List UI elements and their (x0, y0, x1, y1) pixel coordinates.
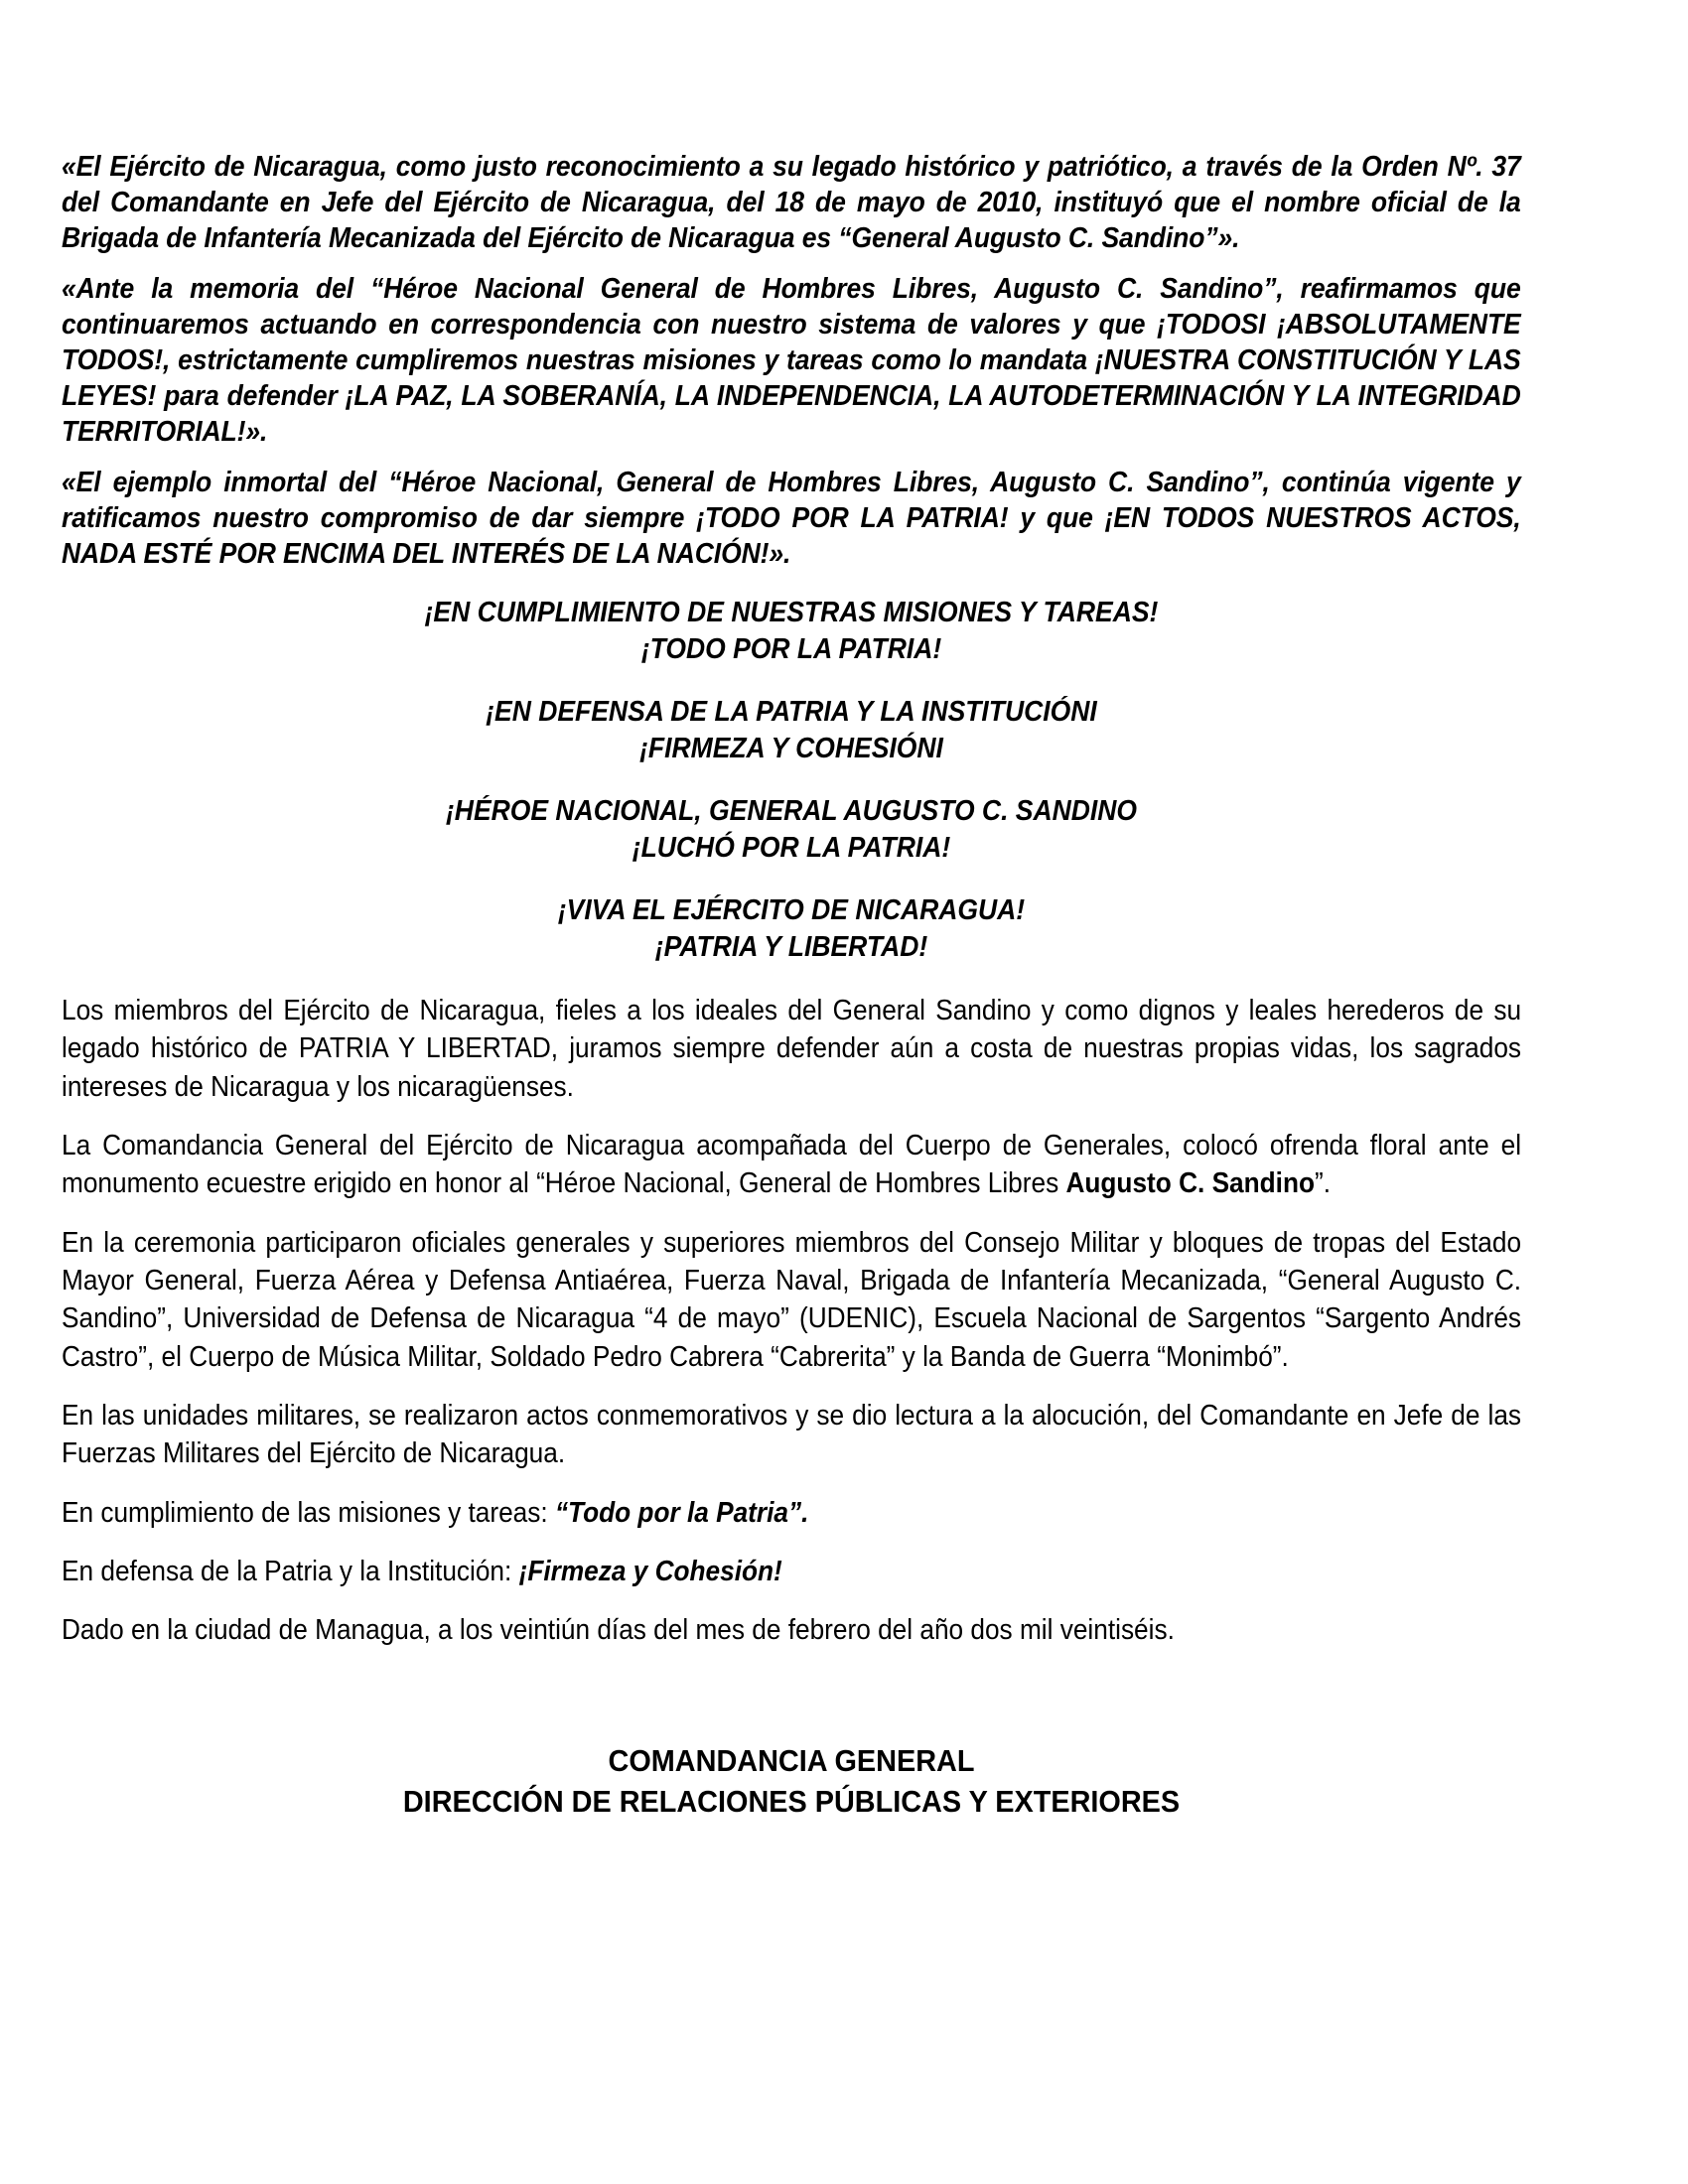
slogan-group-heroe (112, 793, 1470, 867)
slogan-group-cumplimiento (112, 595, 1470, 668)
slogan-line: ¡FIRMEZA Y COHESIÓNI (639, 732, 943, 764)
body-paragraph-defensa (62, 1553, 1521, 1590)
body-paragraph-juramento: Los miembros del Ejército de Nicaragua, fieles a los ideales del General Sandino y como dignos y leales herederos de su legado histórico de PATRIA Y LIBERTAD, juramos siempre defender aún a costa de nuestras propias vidas, los sagrados intereses de Nicaragua y los nicaragüenses. (62, 994, 1522, 1103)
slogan-line: ¡PATRIA Y LIBERTAD! (654, 930, 928, 963)
body-emphasis-firmeza-y-cohesion: ¡Firmeza y Cohesión! (518, 1555, 782, 1587)
slogan-line: ¡LUCHÓ POR LA PATRIA! (632, 831, 951, 864)
body-paragraph-ofrenda-floral (62, 1127, 1521, 1203)
slogan-group-defensa (112, 694, 1470, 767)
slogan-line: ¡EN DEFENSA DE LA PATRIA Y LA INSTITUCIÓNI (486, 695, 1097, 728)
body-paragraph-participantes: En la ceremonia participaron oficiales generales y superiores miembros del Consejo Militar y bloques de tropas del Estado Mayor General, Fuerza Aérea y Defensa Antiaérea, Fuerza Naval, Brigada de Infantería Mecanizada, “General Augusto C. Sandino”, Universidad de Defensa de Nicaragua “4 de mayo” (UDENIC), Escuela Nacional de Sargentos “Sargento Andrés Castro”, el Cuerpo de Música Militar, Soldado Pedro Cabrera “Cabrerita” y la Banda de Guerra “Monimbó”. (62, 1226, 1522, 1373)
declaration-paragraph-order-37: «El Ejército de Nicaragua, como justo reconocimiento a su legado histórico y patriótico, a través de la Orden Nº. 37 del Comandante en Jefe del Ejército de Nicaragua, del 18 de mayo de 2010, instituyó que el nombre oficial de la Brigada de Infantería Mecanizada del Ejército de Nicaragua es “General Augusto C. Sandino”». (62, 151, 1521, 255)
body-text-run: La Comandancia General del Ejército de Nicaragua acompañada del Cuerpo de Generales, colocó ofrenda floral ante el monumento ecuestre erigido en honor al “Héroe Nacional, General de Hombres Libres (62, 1129, 1522, 1200)
body-section (62, 992, 1521, 1650)
body-paragraph-cumplimiento (62, 1494, 1521, 1532)
declarations-section (62, 149, 1521, 573)
slogan-line: ¡VIVA EL EJÉRCITO DE NICARAGUA! (557, 893, 1026, 926)
body-text-run: En defensa de la Patria y la Institución: (62, 1555, 519, 1587)
slogan-group-viva (112, 892, 1470, 966)
slogans-section (62, 595, 1521, 966)
declaration-paragraph-ante-la-memoria: «Ante la memoria del “Héroe Nacional General de Hombres Libres, Augusto C. Sandino”, reafirmamos que continuaremos actuando en correspondencia con nuestro sistema de valores y que ¡TODOSI ¡ABSOLUTAMENTE TODOS!, estrictamente cumpliremos nuestras misiones y tareas como lo mandata ¡NUESTRA CONSTITUCIÓN Y LAS LEYES! para defender ¡LA PAZ, LA SOBERANÍA, LA INDEPENDENCIA, LA AUTODETERMINACIÓN Y LA INTEGRIDAD TERRITORIAL!». (62, 273, 1521, 449)
footer-spacer (62, 1670, 1521, 1741)
body-text-run: ”. (1314, 1167, 1332, 1200)
body-text-run: En cumplimiento de las misiones y tareas: (62, 1496, 555, 1529)
body-paragraph-unidades-militares: En las unidades militares, se realizaron actos conmemorativos y se dio lectura a la alocución, del Comandante en Jefe de las Fuerzas Militares del Ejército de Nicaragua. (62, 1399, 1522, 1470)
declaration-paragraph-ejemplo-inmortal: «El ejemplo inmortal del “Héroe Nacional, General de Hombres Libres, Augusto C. Sandino”, continúa vigente y ratificamos nuestro compromiso de dar siempre ¡TODO POR LA PATRIA! y que ¡EN TODOS NUESTROS ACTOS, NADA ESTÉ POR ENCIMA DEL INTERÉS DE LA NACIÓN!». (62, 467, 1521, 571)
slogan-line: ¡EN CUMPLIMIENTO DE NUESTRAS MISIONES Y TAREAS! (424, 596, 1159, 628)
body-emphasis-sandino: Augusto C. Sandino (1065, 1167, 1315, 1200)
slogan-line: ¡TODO POR LA PATRIA! (640, 632, 942, 665)
body-paragraph-fecha-lugar: Dado en la ciudad de Managua, a los veintiún días del mes de febrero del año dos mil veintiséis. (62, 1614, 1175, 1647)
signature-line-direccion: DIRECCIÓN DE RELACIONES PÚBLICAS Y EXTERIORES (402, 1783, 1181, 1819)
slogan-line: ¡HÉROE NACIONAL, GENERAL AUGUSTO C. SANDINO (445, 794, 1138, 827)
signature-line-comandancia: COMANDANCIA GENERAL (608, 1743, 975, 1779)
signature-block (112, 1741, 1470, 1822)
body-emphasis-todo-por-la-patria: “Todo por la Patria”. (554, 1496, 809, 1529)
